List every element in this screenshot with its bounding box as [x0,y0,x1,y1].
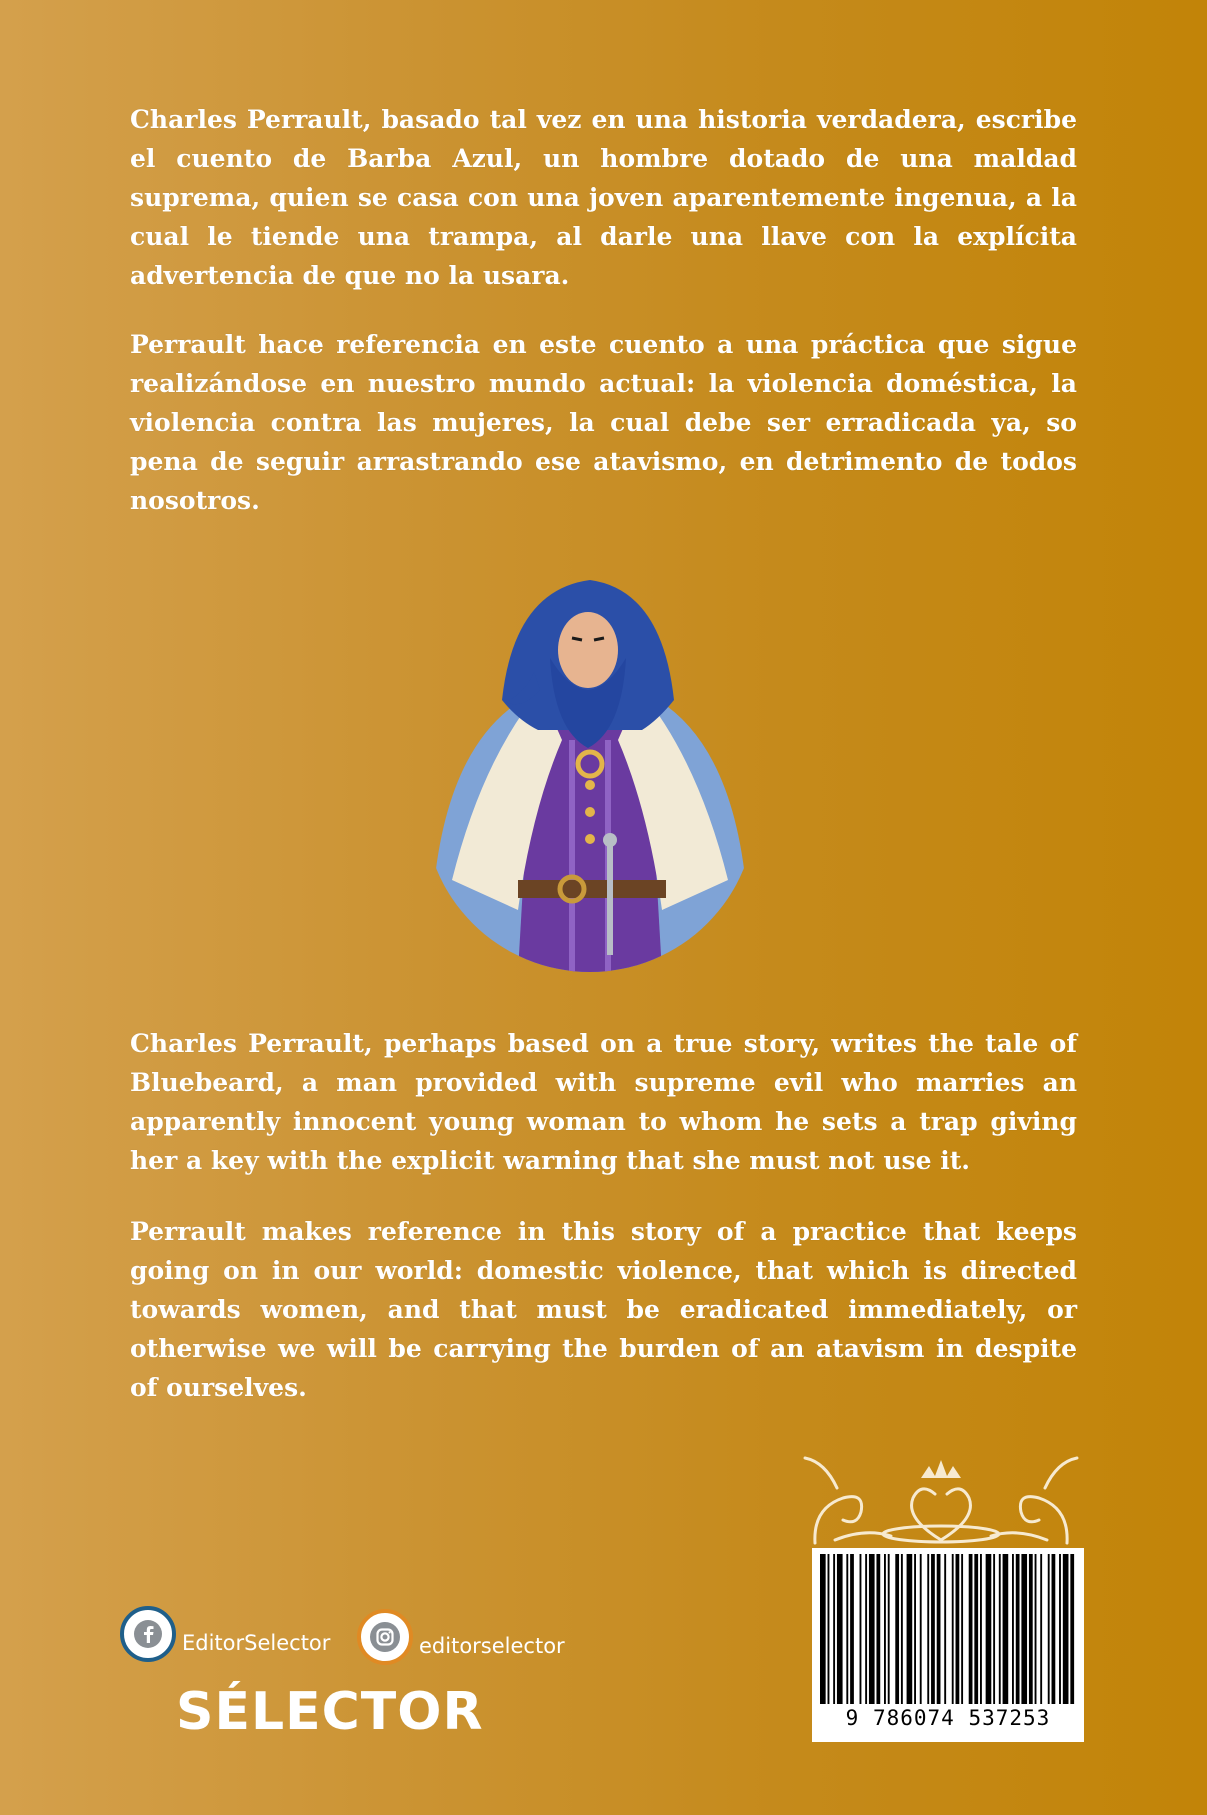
barcode-bar [865,1554,867,1704]
barcode-bar [837,1554,843,1704]
barcode-bar [956,1554,960,1704]
barcode-bar [1040,1554,1042,1704]
barcode-bar [961,1554,963,1704]
barcode-bar [895,1554,899,1704]
barcode-bar [833,1554,835,1704]
barcode-bar [860,1554,862,1704]
facebook-icon [120,1606,176,1662]
barcode-bar [1059,1554,1061,1704]
barcode [812,1548,1084,1742]
synopsis-en-1: Charles Perrault, perhaps based on a true story, writes the tale of Bluebeard, a man provided with supreme evil who marries an apparently innocent young woman to whom he sets a trap giving her a key with the explicit warning that she must not use it. [130,1029,1077,1175]
barcode-bar [907,1554,913,1704]
facebook-handle[interactable]: EditorSelector [182,1631,331,1655]
barcode-bar [1048,1554,1050,1704]
synopsis-es-1: Charles Perrault, basado tal vez en una historia verdadera, escribe el cuento de Barba Azul, un hombre dotado de una maldad suprema, quien se casa con una joven aparentemente ingenua, a la cual le tiende una trampa, al darle una llave con la explícita advertencia de que no la usara. [130,105,1077,290]
barcode-bar [986,1554,992,1704]
barcode-bar [1016,1554,1020,1704]
publisher-logo: SÉLECTOR [176,1682,484,1742]
barcode-bar [1029,1554,1033,1704]
bluebeard-illustration [422,580,758,972]
barcode-bar [1035,1554,1037,1704]
instagram-icon [357,1609,413,1665]
barcode-bar [901,1554,903,1704]
barcode-bar [969,1554,973,1704]
synopsis-en-2: Perrault makes reference in this story of a practice that keeps going on in our world: domestic violence, that which is directed towards women, and that must be eradicated immediately, or otherwise we will be carrying the burden of an atavism in despite of ourselves. [130,1217,1077,1402]
barcode-bar [931,1554,935,1704]
instagram-handle[interactable]: editorselector [419,1634,565,1658]
barcode-bar [914,1554,916,1704]
barcode-bar [944,1554,946,1704]
barcode-bars [820,1554,1076,1704]
barcode-bar [820,1554,826,1704]
barcode-bar [920,1554,922,1704]
floral-ornament-icon [795,1448,1087,1548]
barcode-bar [937,1554,941,1704]
barcode-bar [1070,1554,1074,1704]
barcode-bar [846,1554,848,1704]
barcode-bar [876,1554,880,1704]
synopsis-es-2: Perrault hace referencia en este cuento a una práctica que sigue realizándose en nuestro mundo actual: la violencia doméstica, la violencia contra las mujeres, la cual debe ser erradicada ya, so pena de seguir arrastrando ese atavismo, en detrimento de todos nosotros. [130,330,1077,515]
barcode-bar [1012,1554,1014,1704]
barcode-bar [974,1554,978,1704]
barcode-bar [888,1554,890,1704]
barcode-bar [1052,1554,1056,1704]
barcode-bar [927,1554,929,1704]
isbn-number: 9 786074 537253 [845,1706,1051,1730]
barcode-bar [1063,1554,1069,1704]
barcode-bar [869,1554,875,1704]
barcode-bar [1003,1554,1009,1704]
barcode-bar [952,1554,954,1704]
barcode-bar [884,1554,886,1704]
barcode-bar [828,1554,830,1704]
barcode-bar [980,1554,982,1704]
instagram-link[interactable] [357,1609,565,1665]
barcode-bar [1021,1554,1027,1704]
barcode-bar [993,1554,995,1704]
barcode-bar [850,1554,854,1704]
facebook-link[interactable] [120,1606,330,1662]
barcode-bar [999,1554,1001,1704]
